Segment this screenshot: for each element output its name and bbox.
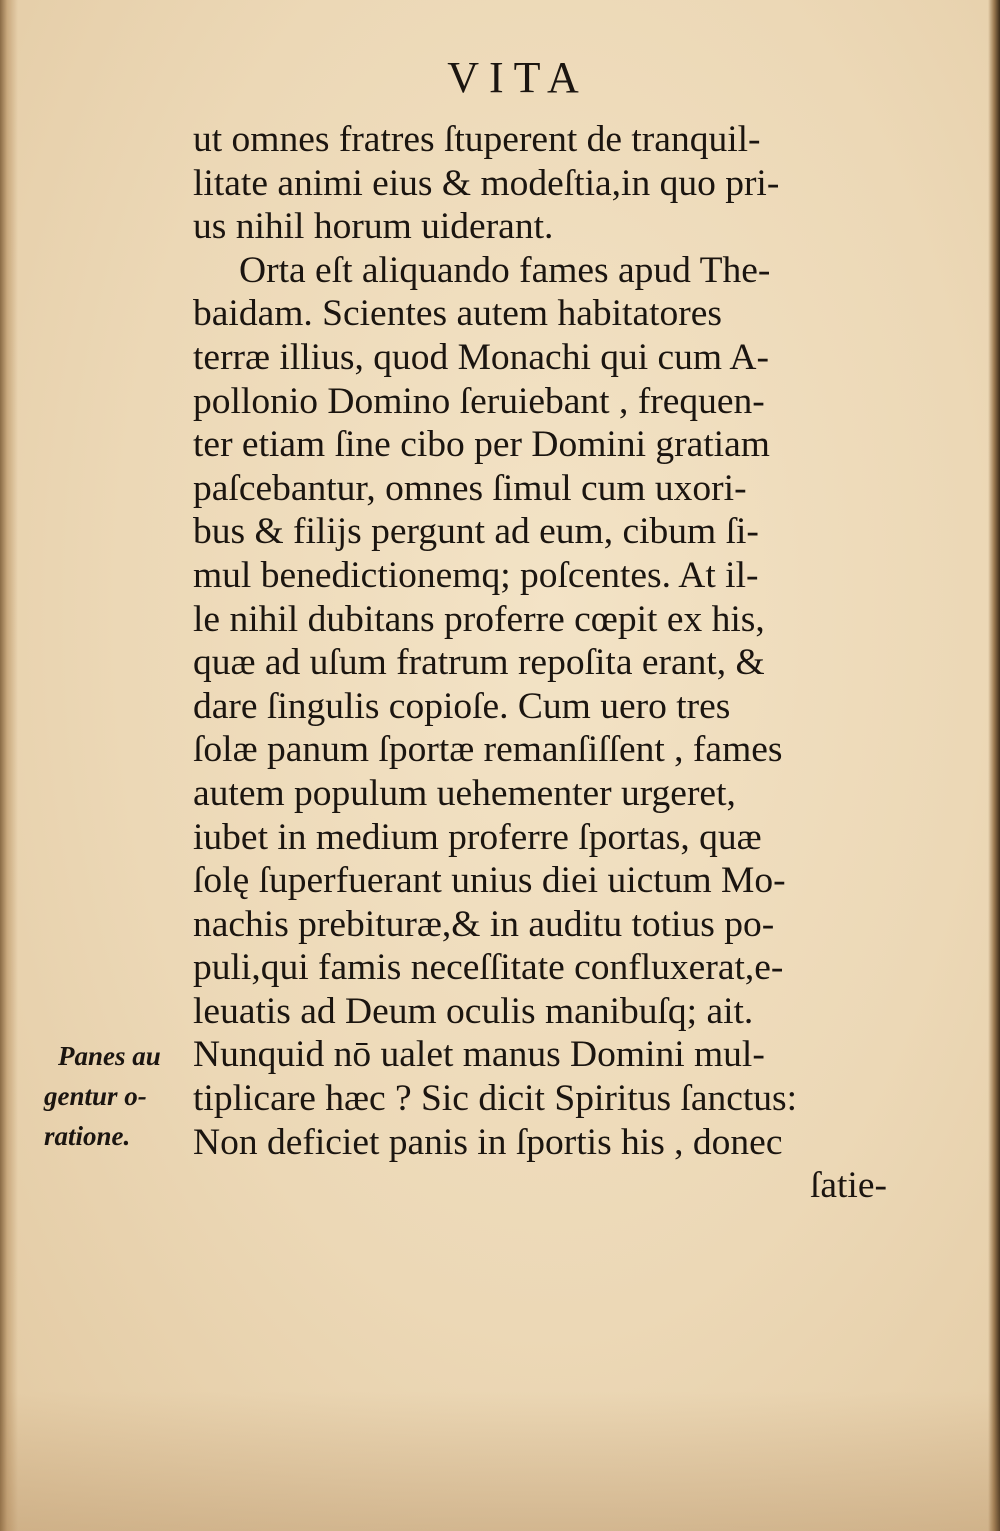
- text-line: terræ illius, quod Monachi qui cum A-: [193, 336, 769, 378]
- text-line: ſolæ panum ſportæ remanſiſſent , fames: [193, 729, 783, 771]
- running-head: VITA: [447, 53, 589, 102]
- text-line: tiplicare hæc ? Sic dicit Spiritus ſanctus:: [193, 1078, 798, 1120]
- gutter-shadow: [0, 0, 18, 1531]
- text-line: litate animi eius & modeſtia,in quo pri-: [193, 162, 780, 204]
- text-line: baidam. Scientes autem habitatores: [193, 293, 722, 335]
- page-stain: [0, 1391, 1000, 1531]
- text-line: Non deficiet panis in ſportis his , donec: [193, 1121, 783, 1163]
- text-line: mul benedictionemq; poſcentes. At il-: [193, 554, 759, 596]
- text-line: autem populum uehementer urgeret,: [193, 772, 736, 814]
- page-edge: [988, 0, 1000, 1531]
- text-line: ut omnes fratres ſtuperent de tranquil-: [193, 119, 761, 160]
- text-line: pollonio Domino ſeruiebant , frequen-: [193, 380, 765, 422]
- text-line: us nihil horum uiderant.: [193, 206, 554, 248]
- body-text: [193, 118, 893, 1208]
- text-line: dare ſingulis copioſe. Cum uero tres: [193, 685, 731, 727]
- text-line: leuatis ad Deum oculis manibuſq; ait.: [193, 990, 754, 1032]
- text-line: puli,qui famis neceſſitate confluxerat,e-: [193, 947, 784, 989]
- text-line: ſolę ſuperfuerant unius diei uictum Mo-: [193, 860, 786, 902]
- marginal-note-line: ratione.: [44, 1121, 131, 1151]
- catchword: ſatie-: [809, 1165, 887, 1207]
- text-line: Orta eſt aliquando fames apud The-: [239, 249, 771, 291]
- text-line: bus & filijs pergunt ad eum, cibum ſi-: [193, 511, 759, 553]
- text-line: Nunquid nō ualet manus Domini mul-: [193, 1034, 765, 1076]
- text-line: iubet in medium proferre ſportas, quæ: [193, 816, 762, 858]
- text-line: paſcebantur, omnes ſimul cum uxori-: [193, 467, 747, 509]
- text-line: ter etiam ſine cibo per Domini gratiam: [193, 424, 770, 466]
- marginal-note-line: Panes au: [58, 1041, 161, 1071]
- marginal-note: [44, 1036, 184, 1156]
- text-line: le nihil dubitans proferre cœpit ex his,: [193, 598, 765, 640]
- text-line: quæ ad uſum fratrum repoſita erant, &: [193, 642, 765, 684]
- text-line: nachis prebituræ,& in auditu totius po-: [193, 903, 775, 945]
- marginal-note-line: gentur o-: [44, 1081, 147, 1111]
